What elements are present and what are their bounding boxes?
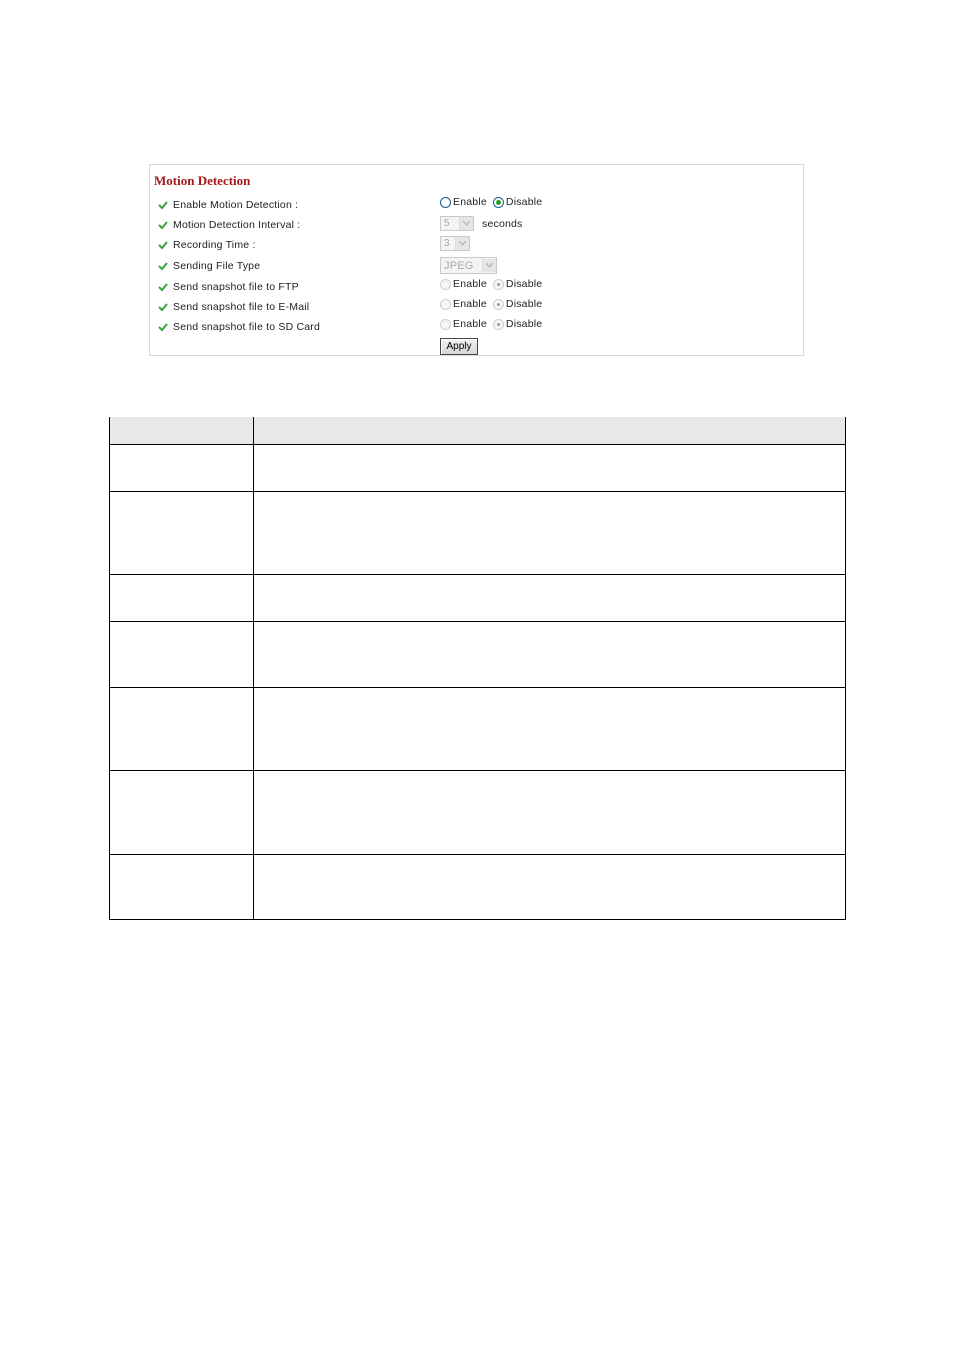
motion-detection-enable-radio[interactable] [440, 197, 451, 208]
sending-file-type-control [440, 257, 497, 277]
check-icon [158, 302, 168, 312]
recording-time-control [440, 236, 470, 256]
table-cell [110, 771, 254, 855]
enable-text: Enable [453, 298, 487, 311]
enable-motion-detection-options [440, 196, 548, 216]
row-recording-time [150, 236, 803, 256]
description-table [109, 417, 846, 920]
table-row [110, 771, 846, 855]
file-type-value: JPEG [444, 259, 474, 272]
table-cell [254, 771, 846, 855]
email-disable-radio[interactable] [493, 299, 504, 310]
table-cell [110, 855, 254, 920]
sd-card-disable-radio[interactable] [493, 319, 504, 330]
interval-select[interactable] [440, 216, 474, 231]
recording-time-value: 3 [444, 238, 450, 249]
ftp-enable-radio[interactable] [440, 279, 451, 290]
check-icon [158, 261, 168, 271]
table-row [110, 622, 846, 688]
table-row [110, 688, 846, 771]
sd-card-enable-radio[interactable] [440, 319, 451, 330]
table-row [110, 445, 846, 492]
table-cell [110, 622, 254, 688]
panel-title: Motion Detection [154, 173, 251, 188]
motion-detection-interval-label: Motion Detection Interval : [173, 219, 301, 231]
disable-text: Disable [505, 196, 543, 209]
table-cell [110, 688, 254, 771]
check-icon [158, 322, 168, 332]
chevron-down-icon [482, 259, 496, 272]
disable-text: Disable [505, 278, 543, 291]
snapshot-sd-card-options [440, 318, 548, 338]
table-cell [110, 492, 254, 575]
table-row [110, 575, 846, 622]
check-icon [158, 282, 168, 292]
table-row [110, 492, 846, 575]
row-snapshot-ftp [150, 278, 803, 298]
table-header-cell [254, 417, 846, 445]
enable-text: Enable [453, 196, 487, 209]
snapshot-email-label: Send snapshot file to E-Mail [173, 301, 310, 313]
apply-button[interactable]: Apply [440, 338, 478, 355]
snapshot-email-options [440, 298, 548, 318]
snapshot-ftp-label: Send snapshot file to FTP [173, 281, 299, 293]
recording-time-label: Recording Time : [173, 239, 256, 251]
enable-text: Enable [453, 278, 487, 291]
table-cell [110, 445, 254, 492]
check-icon [158, 240, 168, 250]
check-icon [158, 200, 168, 210]
snapshot-ftp-options [440, 278, 548, 298]
row-snapshot-sd-card [150, 318, 803, 338]
motion-detection-panel [149, 164, 804, 356]
interval-select-value: 5 [444, 218, 450, 229]
chevron-down-icon [455, 237, 469, 250]
motion-detection-disable-radio[interactable] [493, 197, 504, 208]
chevron-down-icon [459, 217, 473, 230]
table-header-cell [110, 417, 254, 445]
table-cell [254, 492, 846, 575]
file-type-select[interactable] [440, 257, 497, 274]
disable-text: Disable [505, 318, 543, 331]
table-cell [254, 575, 846, 622]
snapshot-sd-card-label: Send snapshot file to SD Card [173, 321, 321, 333]
interval-unit: seconds [482, 217, 523, 230]
row-sending-file-type [150, 257, 803, 277]
row-motion-detection-interval [150, 216, 803, 236]
table-cell [110, 575, 254, 622]
table-cell [254, 855, 846, 920]
ftp-disable-radio[interactable] [493, 279, 504, 290]
disable-text: Disable [505, 298, 543, 311]
motion-detection-interval-control [440, 216, 523, 236]
row-enable-motion-detection [150, 196, 803, 216]
table-header-row [110, 417, 846, 445]
table-row [110, 855, 846, 920]
enable-motion-detection-label: Enable Motion Detection : [173, 199, 299, 211]
sending-file-type-label: Sending File Type [173, 260, 261, 272]
row-snapshot-email [150, 298, 803, 318]
check-icon [158, 220, 168, 230]
email-enable-radio[interactable] [440, 299, 451, 310]
enable-text: Enable [453, 318, 487, 331]
recording-time-select[interactable] [440, 236, 470, 251]
table-cell [254, 622, 846, 688]
table-cell [254, 688, 846, 771]
table-cell [254, 445, 846, 492]
